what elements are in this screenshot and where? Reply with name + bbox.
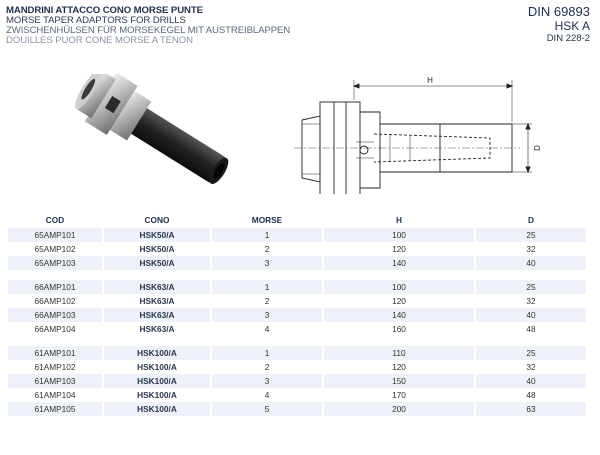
title-block	[6, 6, 290, 46]
interface-label: HSK A	[554, 19, 590, 33]
cell-h: 140	[324, 308, 474, 322]
cell-cono: HSK100/A	[104, 346, 210, 360]
title-english: MORSE TAPER ADAPTORS FOR DRILLS	[6, 15, 186, 26]
table-row	[8, 256, 586, 270]
cell-morse: 1	[212, 346, 322, 360]
cell-cono: HSK100/A	[104, 374, 210, 388]
cell-cono: HSK100/A	[104, 402, 210, 416]
cell-cono: HSK63/A	[139, 324, 175, 334]
cell-d: 40	[476, 374, 586, 388]
title-german: ZWISCHENHÜLSEN FÜR MORSEKEGEL MIT AUSTREIBLAPPEN	[6, 25, 291, 36]
cell-cod: 65AMP103	[8, 256, 102, 270]
table-row	[8, 294, 586, 308]
product-photo	[72, 74, 242, 192]
cell-h: 120	[392, 244, 406, 254]
cell-d: 25	[476, 346, 586, 360]
cell-d: 48	[526, 324, 536, 334]
cell-d: 32	[526, 244, 536, 254]
cell-d: 40	[476, 256, 586, 270]
group-spacer	[8, 270, 586, 280]
dimension-d-label: D	[533, 145, 542, 151]
column-header-h: H	[396, 215, 402, 225]
cell-cod: 66AMP104	[34, 324, 76, 334]
cell-cod: 66AMP102	[34, 296, 76, 306]
table-row	[8, 360, 586, 374]
cell-morse: 3	[212, 308, 322, 322]
cell-h: 100	[324, 228, 474, 242]
title-french: DOUILLES PUOR CONE MORSE A TENON	[6, 35, 193, 46]
table-row	[8, 242, 586, 256]
title-italian: MANDRINI ATTACCO CONO MORSE PUNTE	[6, 5, 203, 16]
cell-h: 120	[392, 296, 406, 306]
table-body	[8, 228, 586, 416]
cell-h: 200	[324, 402, 474, 416]
dimension-h-label: H	[427, 76, 433, 85]
cell-morse: 1	[212, 228, 322, 242]
cell-d: 63	[476, 402, 586, 416]
cell-cod: 65AMP101	[8, 228, 102, 242]
cell-d: 25	[476, 280, 586, 294]
cell-cono: HSK63/A	[104, 308, 210, 322]
cell-cod: 66AMP101	[8, 280, 102, 294]
standard-block	[528, 4, 590, 45]
table-row	[8, 322, 586, 336]
column-header-morse: MORSE	[251, 215, 283, 225]
cell-h: 150	[324, 374, 474, 388]
cell-h: 140	[324, 256, 474, 270]
table-row	[8, 308, 586, 322]
group-spacer	[8, 336, 586, 346]
cell-h: 120	[392, 362, 406, 372]
cell-morse: 2	[264, 244, 270, 254]
cell-cod: 61AMP105	[8, 402, 102, 416]
column-header-cod: COD	[45, 215, 65, 225]
cell-cono: HSK50/A	[104, 256, 210, 270]
cell-cod: 65AMP102	[34, 244, 76, 254]
column-header-d: D	[528, 215, 534, 225]
cell-cono: HSK50/A	[104, 228, 210, 242]
cell-cono: HSK50/A	[139, 244, 175, 254]
cell-cod: 61AMP104	[34, 390, 76, 400]
cell-h: 110	[324, 346, 474, 360]
cell-morse: 4	[264, 324, 270, 334]
cell-d: 48	[526, 390, 536, 400]
cell-morse: 5	[212, 402, 322, 416]
cell-morse: 2	[264, 296, 270, 306]
cell-cod: 61AMP103	[8, 374, 102, 388]
product-table	[6, 212, 588, 416]
cell-d: 40	[476, 308, 586, 322]
table-row	[8, 280, 586, 294]
column-header-cono: CONO	[144, 215, 170, 225]
standard-din-secondary: DIN 228-2	[546, 33, 590, 44]
table-row	[8, 374, 586, 388]
cell-morse: 1	[212, 280, 322, 294]
cell-cono: HSK63/A	[104, 280, 210, 294]
cell-morse: 2	[264, 362, 270, 372]
cell-cono: HSK63/A	[139, 296, 175, 306]
technical-drawing	[290, 72, 550, 194]
table-row	[8, 228, 586, 242]
cell-h: 100	[324, 280, 474, 294]
cell-cono: HSK100/A	[137, 362, 177, 372]
cell-d: 32	[526, 296, 536, 306]
table-row	[8, 402, 586, 416]
cell-cod: 66AMP103	[8, 308, 102, 322]
cell-cono: HSK100/A	[137, 390, 177, 400]
table-row	[8, 346, 586, 360]
cell-d: 25	[476, 228, 586, 242]
table-header	[8, 212, 586, 228]
table-row	[8, 388, 586, 402]
cell-h: 160	[392, 324, 406, 334]
standard-din: DIN 69893	[527, 4, 590, 19]
cell-cod: 61AMP102	[34, 362, 76, 372]
cell-morse: 4	[264, 390, 270, 400]
cell-d: 32	[526, 362, 536, 372]
cell-morse: 3	[212, 256, 322, 270]
cell-morse: 3	[212, 374, 322, 388]
cell-h: 170	[392, 390, 406, 400]
cell-cod: 61AMP101	[8, 346, 102, 360]
